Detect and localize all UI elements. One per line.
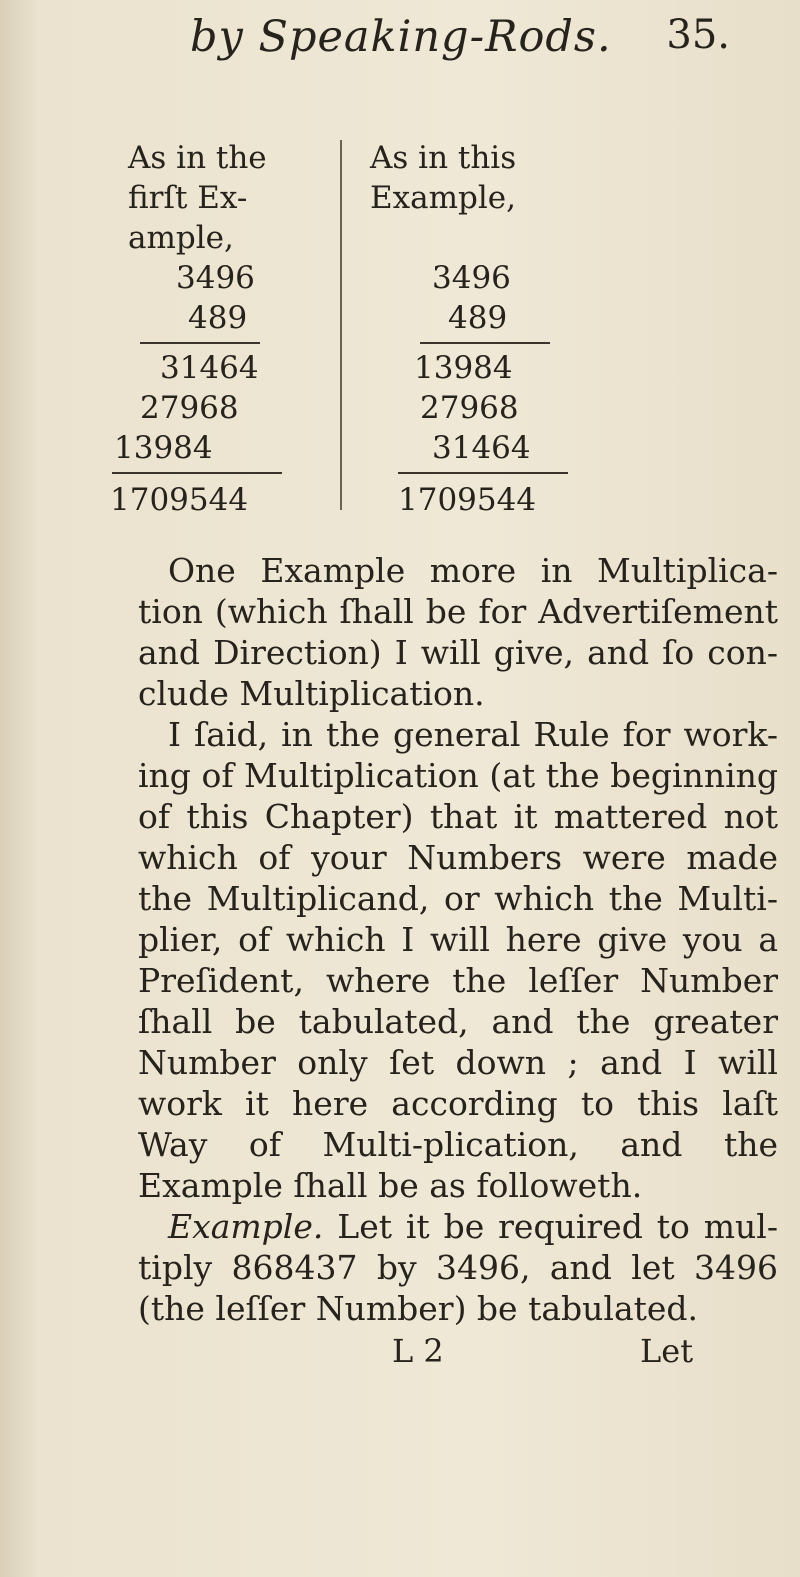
right-partial-3: 31464 xyxy=(432,430,531,466)
left-multiplier: 489 xyxy=(188,300,248,336)
left-partial-1: 31464 xyxy=(160,350,259,386)
signature-mark: L 2 xyxy=(392,1332,444,1370)
left-product: 1709544 xyxy=(110,482,249,518)
heading-line: As in this xyxy=(370,140,517,176)
left-rule-1 xyxy=(140,342,260,344)
right-rule-1 xyxy=(420,342,550,344)
body-text xyxy=(138,550,778,1329)
page-header xyxy=(180,12,760,92)
paragraph-2: I ſaid, in the general Rule for work-ing of Multiplication (at the beginning of this Chapter) that it mattered not which of your Numbers were made the Multiplicand, or which the Multi-plier, of which I will here give you a Preſident, where the leſſer Number ſhall be tabulated, and the greater Number only ſet down ; and I will work it here according to this laſt Way of Multi-plication, and the Example ſhall be as followeth. xyxy=(138,715,778,1205)
heading-line: ample, xyxy=(128,220,234,256)
right-multiplicand: 3496 xyxy=(432,260,511,296)
right-example-heading xyxy=(370,138,610,218)
right-multiplier: 489 xyxy=(448,300,508,336)
heading-line: Example, xyxy=(370,180,516,216)
right-partial-2: 27968 xyxy=(420,390,519,426)
paragraph-1: One Example more in Multiplica-tion (which ſhall be for Advertiſement and Direction) I will give, and ſo con-clude Multiplication. xyxy=(138,551,778,713)
left-partial-3: 13984 xyxy=(114,430,213,466)
left-partial-2: 27968 xyxy=(140,390,239,426)
right-partial-1: 13984 xyxy=(414,350,513,386)
left-multiplicand: 3496 xyxy=(176,260,255,296)
catchword: Let xyxy=(640,1332,694,1370)
running-title: by Speaking-Rods. xyxy=(190,12,612,62)
heading-line: firſt Ex- xyxy=(128,180,248,216)
page-number: 35. xyxy=(666,12,730,58)
left-rule-2 xyxy=(112,472,282,474)
right-product: 1709544 xyxy=(398,482,537,518)
paragraph-3 xyxy=(138,1206,778,1329)
heading-line: As in the xyxy=(128,140,267,176)
left-example-heading xyxy=(128,138,338,258)
example-lead: Example. xyxy=(168,1207,324,1246)
example-text: Let it be required to mul-tiply 868437 by 3496, and let 3496 (the leſſer Number) be tabulated. xyxy=(138,1207,778,1328)
right-rule-2 xyxy=(398,472,568,474)
column-divider xyxy=(340,140,342,510)
